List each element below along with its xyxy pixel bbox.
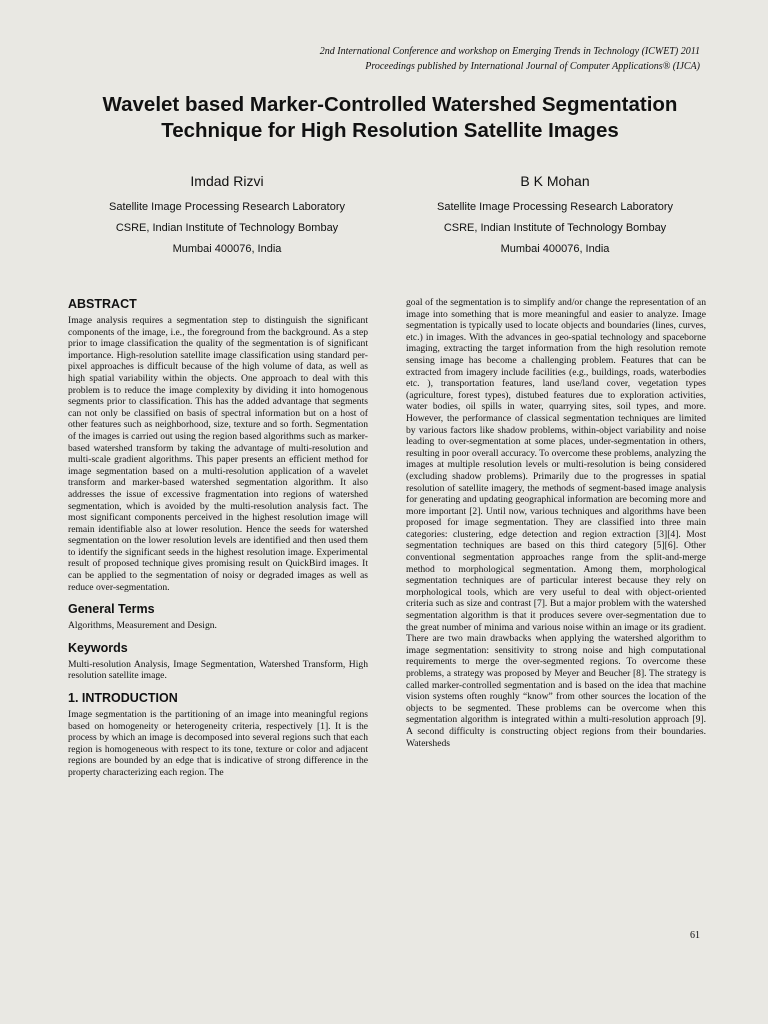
general-terms-text: Algorithms, Measurement and Design.: [68, 620, 217, 632]
general-terms-heading: General Terms: [68, 602, 155, 617]
page-number: 61: [690, 930, 700, 941]
right-column: [406, 297, 706, 749]
author-name: B K Mohan: [520, 173, 590, 189]
author-institute: CSRE, Indian Institute of Technology Bombay: [115, 222, 339, 234]
author-city: Mumbai 400076, India: [172, 243, 282, 255]
author-lab: Satellite Image Processing Research Laboratory: [108, 201, 345, 213]
introduction-heading: 1. INTRODUCTION: [68, 691, 178, 706]
abstract-heading: ABSTRACT: [68, 297, 137, 311]
proceedings-header: Proceedings published by International Journal of Computer Applications® (IJCA): [365, 61, 700, 72]
paper-title: Wavelet based Marker-Controlled Watershed Segmentation Technique for High Resolution Satellite Images: [102, 93, 678, 142]
introduction-text-left: Image segmentation is the partitioning of an image into meaningful regions based on homogeneity or heterogeneity criteria, respectively [1]. It is the process by which an image is decomposed into several regions such that each region is homogeneous with respect to its tone, texture or color and adjacent regions are bounded by an edge that is indicative of strong difference in the property characterizing each region. The: [68, 709, 368, 778]
abstract-text: Image analysis requires a segmentation step to distinguish the significant components of the image, i.e., the foreground from the background. As a step prior to image classification the quality of the segmentation is of significant importance. High-resolution satellite image classification using standard per-pixel approaches is difficult because of the high volume of data, as well as high spatial variability within the objects. One approach to deal with this problem is to reduce the image complexity by dividing it into homogenous segments prior to classification. This has the added advantage that segments can not only be classified on basis of spectral information but on a host of other features such as neighborhood, size, texture and so forth. Segmentation of the images is carried out using the region based algorithms such as marker-based watershed transform by taking the advantage of multi-resolution and multi-scale gradient algorithms. This paper presents an efficient method for image segmentation based on a multi-resolution application of a wavelet transform and marker-based watershed segmentation algorithm. It also addresses the issue of excessive fragmentation into regions of watershed segmentation, which is avoided by the multi-resolution analysis fact. The most significant components perceived in the highest resolution image will remain identifiable also at lower resolution. Hence the seeds for watershed segmentation on the lower resolution levels are identified and then used them to identify the significant seeds in the highest resolution image. Experimental result of proposed technique gives promising result on QuickBird images. It can be applied to the segmentation of noisy or degraded images as well as reduce over-segmentation.: [68, 315, 368, 593]
author-institute: CSRE, Indian Institute of Technology Bombay: [443, 222, 667, 234]
introduction-text-right: goal of the segmentation is to simplify and/or change the representation of an image into something that is more meaningful and easier to analyze. Image segmentation is typically used to locate objects and boundaries (lines, curves, etc.) in images. With the advances in geo-spatial technology and spaceborne imaging, extracting the target information from the high resolution remote sensing image has become a challenging problem. Features that can be extracted from imagery include facilities (e.g., buildings, roads, waterbodies etc. ), transportation features, land use/land cover, vegetation types (agriculture, forest types), distubed features due to exploration activities, water bodies, oil spills in water, quarrying sites, soil types, and more. However, the performance of classical segmentation techniques are limited by various factors like shadow problems, within-object variability and noise leading to over-segmentation at some places, under-segmentation in others, resulting in poor overall accuracy. To overcome these problems, analyzing the images at multiple resolution levels or multi-resolution is being considered (excluding shadow problems). Primarily due to the progresses in spatial resolution of satellite imagery, the methods of segment-based image analysis for generating and updating geographical information are becoming more and more important [2]. Until now, various techniques and algorithms have been proposed for image segmentation. They are classified into three main categories: clustering, edge detection and region extraction [3][4]. Most segmentation techniques are based on this third category [5][6]. Other conventional segmentation approaches range from the split-and-merge method to morphological segmentation. Among them, morphological segmentation techniques are of particular interest because they rely on morphological tools, which are very useful to deal with object-oriented criteria such as size and contrast [7]. But a major problem with the watershed segmentation algorithm is that it produces severe over-segmentation due to the great number of minima and various noise within an image or its gradient. There are two main drawbacks when applying the watershed algorithm to image segmentation: sensitivity to strong noise and high computational requirements to merge the over-segmented regions. To overcome these problems, a strategy was proposed by Meyer and Beucher [8]. The strategy is called marker-controlled segmentation and is based on the idea that machine vision systems often roughly “know” from other sources the location of the objects to be segmented. These problems can be overcome when this segmentation algorithm is integrated within a multi-resolution approach [9]. A second difficulty is constructing object regions from their boundaries. Watersheds: [406, 297, 706, 749]
author-name: Imdad Rizvi: [190, 173, 264, 189]
keywords-text: Multi-resolution Analysis, Image Segmentation, Watershed Transform, High resolution satellite image.: [68, 658, 368, 682]
author-block-2: [405, 171, 705, 260]
author-lab: Satellite Image Processing Research Laboratory: [436, 201, 673, 213]
conference-header: 2nd International Conference and workshop on Emerging Trends in Technology (ICWET) 2011: [319, 46, 700, 57]
keywords-heading: Keywords: [68, 640, 128, 655]
author-block-1: [77, 171, 377, 260]
author-city: Mumbai 400076, India: [500, 243, 610, 255]
left-column: [68, 297, 368, 779]
